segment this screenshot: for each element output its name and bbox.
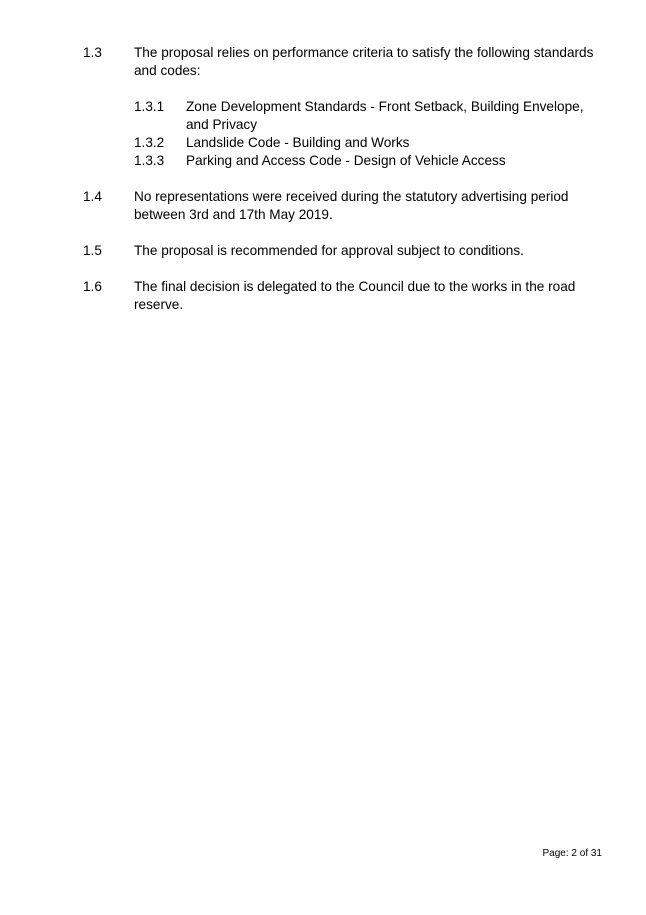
subsection-number: 1.3.3 [134, 153, 165, 168]
subsection-number: 1.3.2 [134, 135, 165, 150]
subsection-text: Parking and Access Code - Design of Vehicle Access [186, 153, 506, 168]
section-number: 1.4 [83, 189, 102, 204]
subsection-text: Landslide Code - Building and Works [186, 135, 410, 150]
section-1-6 [83, 278, 613, 314]
section-number: 1.3 [83, 45, 102, 60]
section-1-5 [83, 242, 613, 260]
subsection-1-3-3 [134, 152, 614, 170]
subsection-number: 1.3.1 [134, 99, 165, 114]
section-1-4 [83, 188, 613, 224]
section-text: The proposal relies on performance criteria to satisfy the following standards and codes: [134, 45, 594, 78]
section-text: The final decision is delegated to the Council due to the works in the road reserve. [134, 279, 576, 312]
section-number: 1.5 [83, 243, 102, 258]
section-text: No representations were received during the statutory advertising period between 3rd and 17th May 2019. [134, 189, 569, 222]
subsection-1-3-1 [134, 98, 614, 134]
section-number: 1.6 [83, 279, 102, 294]
subsection-text: Zone Development Standards - Front Setback, Building Envelope, and Privacy [186, 99, 584, 132]
page-number-footer: Page: 2 of 31 [542, 848, 602, 859]
section-text: The proposal is recommended for approval subject to conditions. [134, 243, 524, 258]
section-1-3 [83, 44, 613, 80]
subsection-1-3-2 [134, 134, 614, 152]
